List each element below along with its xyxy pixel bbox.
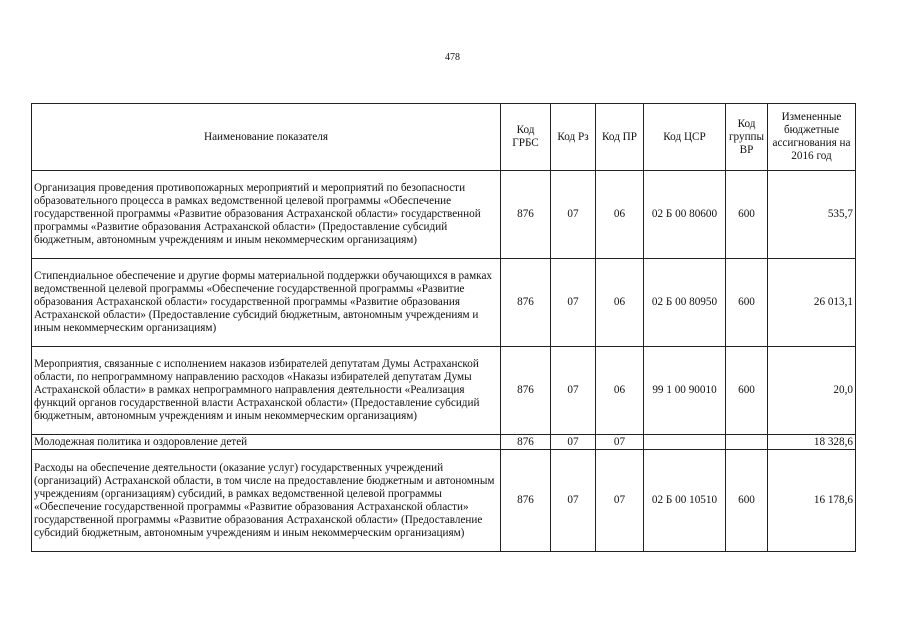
header-name: Наименование показателя <box>32 104 501 171</box>
row-vr: 600 <box>726 347 768 435</box>
row-rz: 07 <box>551 259 596 347</box>
table-row <box>32 259 856 347</box>
row-vr <box>726 435 768 450</box>
row-name: Стипендиальное обеспечение и другие формы материальной поддержки обучающихся в рамках ведомственной целевой программы «Обеспечение государственной программы «Развитие образования Астраханской области» государственной программы «Развитие образования Астраханской области» (Предоставление субсидий бюджетным, автономным учреждениям и иным некоммерческим организациям) <box>32 259 501 347</box>
page-number: 478 <box>445 52 460 63</box>
header-rz: Код Рз <box>551 104 596 171</box>
row-amount: 535,7 <box>768 171 856 259</box>
row-pr: 06 <box>596 171 644 259</box>
row-grbs: 876 <box>501 171 551 259</box>
row-pr: 06 <box>596 347 644 435</box>
row-name: Молодежная политика и оздоровление детей <box>32 435 501 450</box>
header-pr: Код ПР <box>596 104 644 171</box>
row-name: Расходы на обеспечение деятельности (оказание услуг) государственных учреждений (организаций) Астраханской области, в том числе на предоставление бюджетным и автономным учреждениям (организациям) субсидий, в рамках ведомственной целевой программы «Обеспечение государственной программы «Развитие образования Астраханской области» государственной программы «Развитие образования Астраханской области» (Предоставление субсидий бюджетным, автономным учреждениям и иным некоммерческим организациям) <box>32 450 501 552</box>
table-row <box>32 347 856 435</box>
row-pr: 07 <box>596 435 644 450</box>
row-grbs: 876 <box>501 347 551 435</box>
row-grbs: 876 <box>501 259 551 347</box>
table-row <box>32 171 856 259</box>
header-amount: Измененные бюджетные ассигнования на 2016 год <box>768 104 856 171</box>
row-rz: 07 <box>551 347 596 435</box>
row-amount: 16 178,6 <box>768 450 856 552</box>
row-amount: 26 013,1 <box>768 259 856 347</box>
row-csr: 02 Б 00 10510 <box>644 450 726 552</box>
header-csr: Код ЦСР <box>644 104 726 171</box>
row-name: Организация проведения противопожарных мероприятий и мероприятий по безопасности образовательного процесса в рамках ведомственной целевой программы «Обеспечение государственной программы «Развитие образования Астраханской области» государственной программы «Развитие образования Астраханской области» (Предоставление субсидий бюджетным, автономным учреждениям и иным некоммерческим организациям) <box>32 171 501 259</box>
row-csr: 02 Б 00 80950 <box>644 259 726 347</box>
row-name: Мероприятия, связанные с исполнением наказов избирателей депутатам Думы Астраханской области, по непрограммному направлению расходов «Наказы избирателей депутатам Думы Астраханской области» в рамках непрограммного направления деятельности «Реализация функций органов государственной власти Астраханской области» (Предоставление субсидий бюджетным, автономным учреждениям и иным некоммерческим организациям) <box>32 347 501 435</box>
row-grbs: 876 <box>501 435 551 450</box>
row-vr: 600 <box>726 171 768 259</box>
row-rz: 07 <box>551 435 596 450</box>
budget-table <box>31 103 856 552</box>
row-rz: 07 <box>551 171 596 259</box>
table-row <box>32 435 856 450</box>
row-rz: 07 <box>551 450 596 552</box>
row-csr: 99 1 00 90010 <box>644 347 726 435</box>
row-vr: 600 <box>726 450 768 552</box>
row-csr: 02 Б 00 80600 <box>644 171 726 259</box>
header-grbs: Код ГРБС <box>501 104 551 171</box>
header-row <box>32 104 856 171</box>
row-amount: 18 328,6 <box>768 435 856 450</box>
row-vr: 600 <box>726 259 768 347</box>
row-pr: 06 <box>596 259 644 347</box>
row-amount: 20,0 <box>768 347 856 435</box>
row-pr: 07 <box>596 450 644 552</box>
row-grbs: 876 <box>501 450 551 552</box>
header-vr: Код группы ВР <box>726 104 768 171</box>
row-csr <box>644 435 726 450</box>
table-row <box>32 450 856 552</box>
